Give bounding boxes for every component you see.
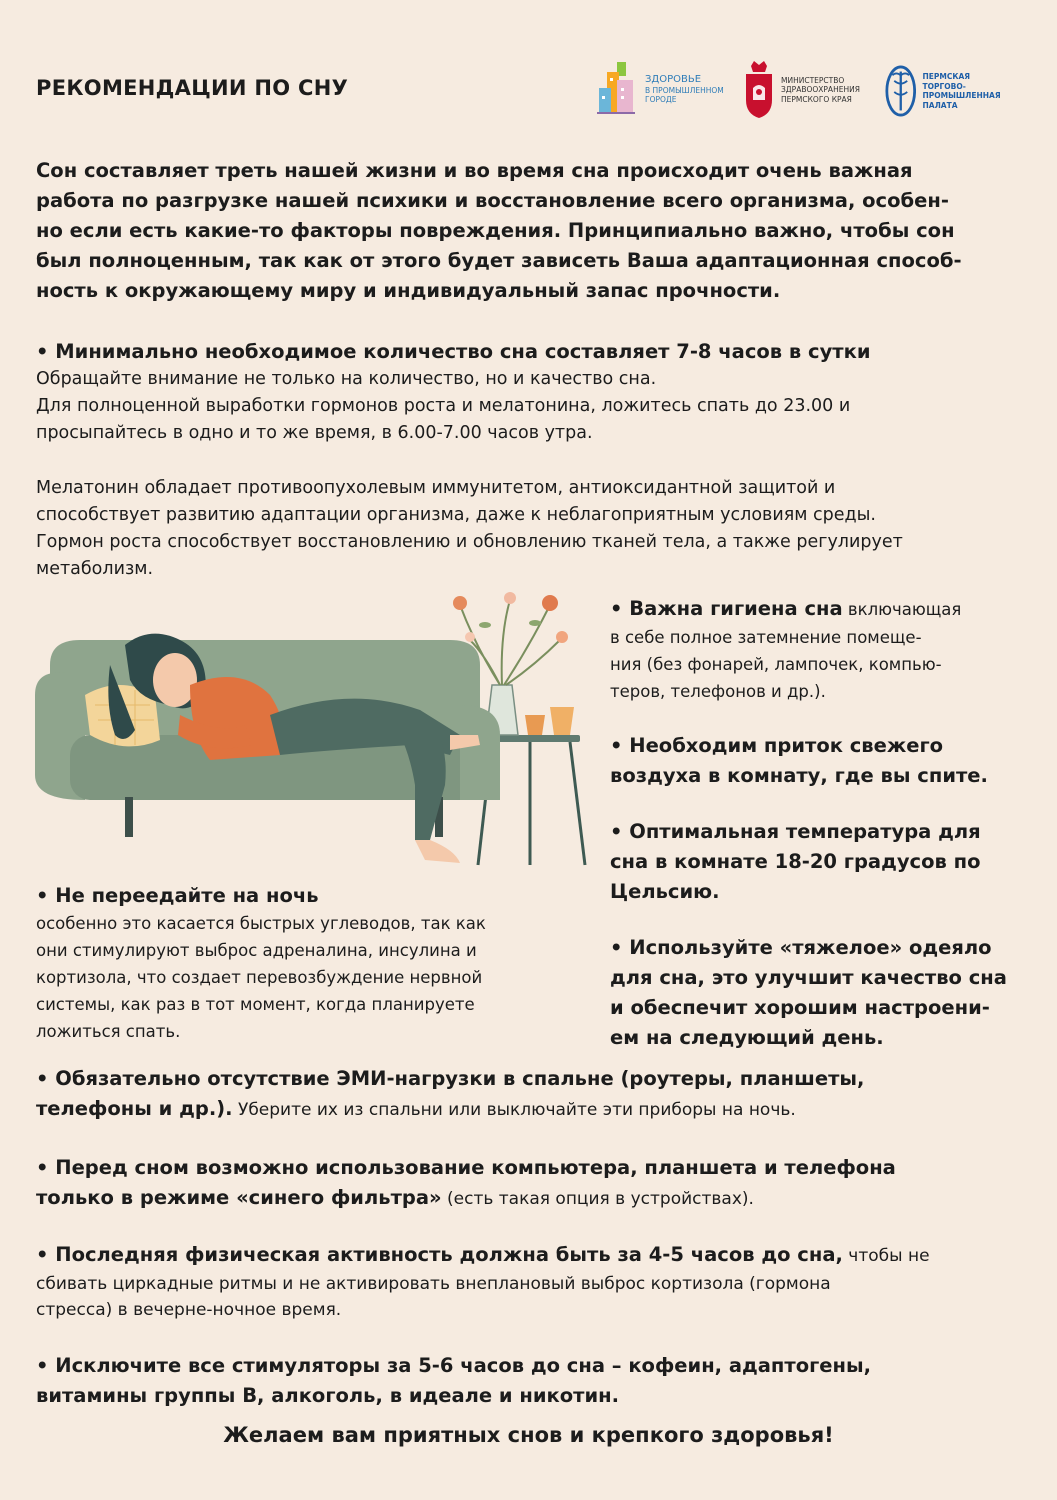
temperature-line: сна в комнате 18-20 градусов по xyxy=(610,850,981,873)
logo-ministry xyxy=(743,60,860,120)
intro-paragraph xyxy=(36,156,1026,306)
sleep-duration-heading: • Минимально необходимое количество сна составляет 7-8 часов в сутки xyxy=(36,340,871,363)
logo3-line2: ТОРГОВО-ПРОМЫШЛЕННАЯ xyxy=(922,81,1001,100)
temperature-line: • Оптимальная температура для xyxy=(610,820,981,843)
no-overeating-line: ложиться спать. xyxy=(36,1022,181,1041)
fresh-air-line: • Необходим приток свежего xyxy=(610,734,944,757)
no-overeating-line: кортизола, что создает перевозбуждение нервной xyxy=(36,968,483,987)
sleeping-woman-illustration xyxy=(30,585,590,875)
emi-text: Уберите их из спальни или выключайте эти приборы на ночь. xyxy=(232,1100,796,1120)
fresh-air-tip xyxy=(610,731,1030,791)
intro-line: ность к окружающему миру и индивидуальный запас прочности. xyxy=(36,279,781,302)
logos-bar xyxy=(595,58,1035,128)
logo-chamber xyxy=(885,62,1035,120)
hygiene-tip-text: теров, телефонов и др.). xyxy=(610,682,826,701)
hormones-paragraph xyxy=(36,475,1036,583)
page-title: РЕКОМЕНДАЦИИ ПО СНУ xyxy=(36,76,349,100)
intro-line: но если есть какие-то факторы повреждения. Принципиально важно, чтобы сон xyxy=(36,219,955,242)
city-logo-icon xyxy=(595,58,639,120)
hygiene-tip-text: в себе полное затемнение помеще- xyxy=(610,628,922,647)
logo1-line3: ГОРОДЕ xyxy=(645,95,677,104)
logo2-line2: ЗДРАВООХРАНЕНИЯ xyxy=(781,85,860,95)
sleep-duration-line: Для полноценной выработки гормонов роста и мелатонина, ложитесь спать до 23.00 и xyxy=(36,396,851,416)
blue-filter-heading: • Перед сном возможно использование компьютера, планшета и телефона xyxy=(36,1156,896,1179)
no-overeating-heading: • Не переедайте на ночь xyxy=(36,884,319,907)
closing-wish: Желаем вам приятных снов и крепкого здоровья! xyxy=(223,1423,834,1447)
sleep-duration-section xyxy=(36,338,1026,447)
hormones-line: Гормон роста способствует восстановлению и обновлению тканей тела, а также регулирует xyxy=(36,532,903,552)
coat-of-arms-icon xyxy=(743,60,775,120)
no-overeating-section xyxy=(36,882,596,1045)
logo3-line1: ПЕРМСКАЯ xyxy=(922,72,971,81)
stimulants-line: витамины группы В, алкоголь, в идеале и никотин. xyxy=(36,1384,620,1407)
hormones-line: способствует развитию адаптации организма, даже к неблагоприятным условиям среды. xyxy=(36,505,876,525)
logo-zdorovie xyxy=(595,58,724,120)
intro-line: работа по разгрузке нашей психики и восстановление всего организма, особен- xyxy=(36,189,949,212)
hygiene-tip xyxy=(610,594,1030,705)
blue-filter-section xyxy=(36,1153,1036,1214)
right-column-tips xyxy=(610,594,1030,1079)
activity-section xyxy=(36,1240,1036,1323)
stimulants-section xyxy=(36,1351,1036,1411)
emi-heading-cont: телефоны и др.). xyxy=(36,1097,233,1120)
logo1-line2: В ПРОМЫШЛЕННОМ xyxy=(645,85,724,95)
logo1-line1: ЗДОРОВЬЕ xyxy=(645,73,702,85)
intro-line: Сон составляет треть нашей жизни и во время сна происходит очень важная xyxy=(36,159,913,182)
blanket-line: и обеспечит хорошим настроени- xyxy=(610,996,990,1019)
blue-filter-heading-cont: только в режиме «синего фильтра» xyxy=(36,1186,442,1209)
emi-heading: • Обязательно отсутствие ЭМИ-нагрузки в спальне (роутеры, планшеты, xyxy=(36,1067,865,1090)
logo3-line3: ПАЛАТА xyxy=(922,100,958,110)
sleep-duration-line: Обращайте внимание не только на количество, но и качество сна. xyxy=(36,369,657,389)
hormones-line: Мелатонин обладает противоопухолевым иммунитетом, антиоксидантной защитой и xyxy=(36,478,836,498)
blanket-line: ем на следующий день. xyxy=(610,1026,884,1049)
activity-text: сбивать циркадные ритмы и не активировать внеплановый выброс кортизола (гормона xyxy=(36,1274,831,1294)
blanket-line: для сна, это улучшит качество сна xyxy=(610,966,1007,989)
temperature-line: Цельсию. xyxy=(610,880,720,903)
blanket-tip xyxy=(610,933,1030,1053)
stimulants-line: • Исключите все стимуляторы за 5-6 часов до сна – кофеин, адаптогены, xyxy=(36,1354,872,1377)
no-overeating-line: системы, как раз в тот момент, когда планируете xyxy=(36,995,475,1014)
hygiene-tip-text: ния (без фонарей, лампочек, компью- xyxy=(610,655,942,674)
temperature-tip xyxy=(610,817,1030,907)
no-overeating-line: особенно это касается быстрых углеводов, так как xyxy=(36,914,486,933)
activity-heading: • Последняя физическая активность должна быть за 4-5 часов до сна, xyxy=(36,1243,843,1266)
chamber-emblem-icon xyxy=(885,62,916,120)
sleep-duration-line: просыпайтесь в одно и то же время, в 6.00-7.00 часов утра. xyxy=(36,423,593,443)
intro-line: был полноценным, так как от этого будет зависеть Ваша адаптационная способ- xyxy=(36,249,962,272)
logo2-line1: МИНИСТЕРСТВО xyxy=(781,75,845,85)
emi-section xyxy=(36,1064,1036,1125)
hygiene-tip-text: включающая xyxy=(842,600,962,619)
blanket-line: • Используйте «тяжелое» одеяло xyxy=(610,936,992,959)
logo2-line3: ПЕРМСКОГО КРАЯ xyxy=(781,94,852,104)
activity-text: стресса) в вечерне-ночное время. xyxy=(36,1300,342,1320)
no-overeating-line: они стимулируют выброс адреналина, инсулина и xyxy=(36,941,477,960)
hygiene-tip-title: • Важна гигиена сна xyxy=(610,597,843,620)
fresh-air-line: воздуха в комнату, где вы спите. xyxy=(610,764,988,787)
blue-filter-text: (есть такая опция в устройствах). xyxy=(441,1189,754,1209)
activity-text: чтобы не xyxy=(842,1246,930,1266)
hormones-line: метаболизм. xyxy=(36,559,154,579)
